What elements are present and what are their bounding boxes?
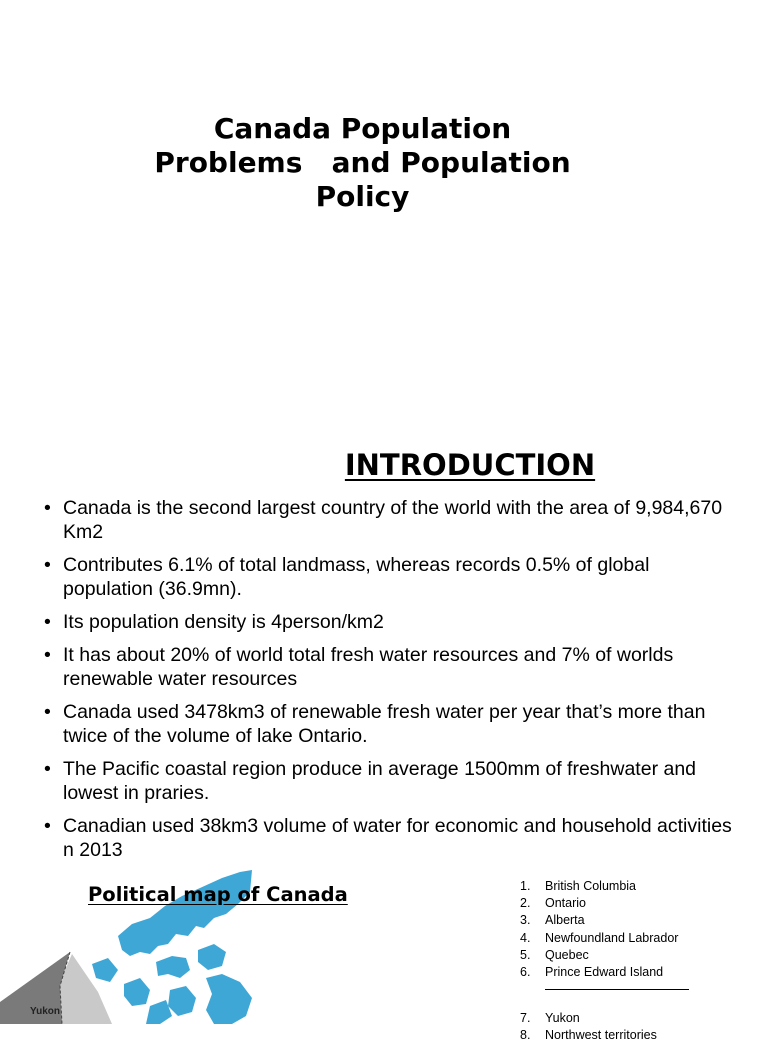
province-number: 3. (520, 913, 531, 928)
bullet-item (44, 814, 744, 862)
map-heading: Political map of Canada (88, 883, 348, 906)
introduction-heading: INTRODUCTION (344, 448, 596, 482)
bullet-dot: • (44, 701, 51, 723)
province-number: 1. (520, 879, 531, 893)
province-item (520, 895, 750, 912)
province-name: Newfoundland Labrador (545, 930, 679, 945)
bullet-text: It has about 20% of world total fresh water resources and 7% of worlds renewable water resources (63, 644, 674, 690)
territory-number: 7. (520, 1011, 531, 1026)
province-number: 4. (520, 930, 531, 945)
province-number: 6. (520, 965, 531, 980)
province-item (520, 878, 750, 895)
bullet-item (44, 496, 744, 544)
list-separator (520, 981, 750, 998)
bullet-text: Contributes 6.1% of total landmass, whereas records 0.5% of global population (36.9mn). (63, 554, 650, 600)
bullet-dot: • (44, 611, 51, 633)
territory-name: Northwest territories (545, 1028, 657, 1043)
territory-item (520, 1010, 750, 1027)
bullet-dot: • (44, 758, 51, 780)
map-land-shape (92, 958, 118, 982)
province-item (520, 912, 750, 929)
province-number: 5. (520, 947, 531, 962)
separator-line (545, 977, 689, 990)
province-list (520, 878, 750, 1045)
province-name: Alberta (545, 913, 585, 928)
bullet-item (44, 553, 744, 601)
bullet-text: Canada used 3478km3 of renewable fresh water per year that’s more than twice of the volume of lake Ontario. (63, 701, 706, 747)
title-slide (0, 0, 768, 430)
bullet-dot: • (44, 815, 51, 837)
list-spacer (520, 998, 750, 1010)
presentation-title (120, 112, 605, 214)
political-map-slide (0, 866, 768, 1043)
bullet-item (44, 757, 744, 805)
bullet-dot: • (44, 497, 51, 519)
province-name: Quebec (545, 947, 589, 962)
map-land-shape (124, 978, 150, 1006)
province-item (520, 947, 750, 964)
bullet-text: Canadian used 38km3 volume of water for economic and household activities n 2013 (63, 815, 732, 861)
title-line-2: Problems and Population (154, 146, 571, 179)
bullet-item (44, 700, 744, 748)
province-name: Ontario (545, 896, 586, 911)
map-label-yukon: Yukon (30, 1006, 61, 1017)
province-item (520, 930, 750, 947)
bullet-item (44, 643, 744, 691)
map-land-shape (156, 956, 190, 978)
map-land-shape (198, 944, 226, 970)
title-line-1: Canada Population (213, 112, 512, 145)
map-land-shape (146, 1000, 172, 1024)
territory-number: 8. (520, 1028, 531, 1043)
bullet-dot: • (44, 644, 51, 666)
bullet-item (44, 610, 744, 634)
map-land-shape (206, 974, 252, 1024)
territory-item (520, 1027, 750, 1044)
province-name: Prince Edward Island (545, 965, 664, 980)
title-line-3: Policy (315, 180, 410, 213)
territory-name: Yukon (545, 1011, 580, 1026)
introduction-slide (0, 430, 768, 866)
bullet-text: Canada is the second largest country of the world with the area of 9,984,670 Km2 (63, 497, 723, 543)
province-number: 2. (520, 896, 531, 911)
bullet-dot: • (44, 554, 51, 576)
province-name: British Columbia (545, 879, 637, 893)
map-land-shape (168, 986, 196, 1016)
bullet-text: The Pacific coastal region produce in average 1500mm of freshwater and lowest in praries. (63, 758, 697, 804)
bullet-text: Its population density is 4person/km2 (63, 611, 384, 633)
introduction-bullet-list (44, 496, 744, 871)
